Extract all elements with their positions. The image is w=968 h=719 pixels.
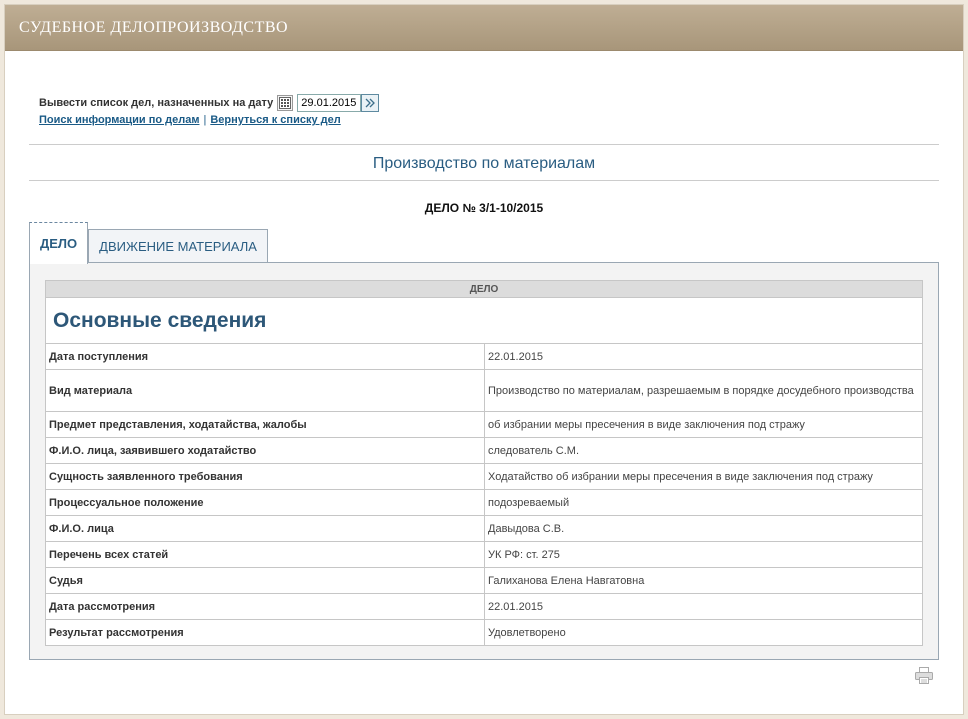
- page-header: [5, 5, 963, 51]
- row-value: Ходатайство об избрании меры пресечения в виде заключения под стражу: [485, 464, 923, 490]
- table-caption: ДЕЛО: [46, 281, 923, 298]
- nav-links: [39, 114, 341, 126]
- case-info-table: [45, 280, 923, 646]
- table-row: [46, 594, 923, 620]
- row-label: Ф.И.О. лица: [46, 516, 485, 542]
- table-row: [46, 620, 923, 646]
- table-caption-row: [46, 281, 923, 298]
- table-row: [46, 516, 923, 542]
- date-filter-label: Вывести список дел, назначенных на дату: [39, 97, 274, 109]
- row-label: Ф.И.О. лица, заявившего ходатайство: [46, 438, 485, 464]
- row-value: Галиханова Елена Навгатовна: [485, 568, 923, 594]
- table-heading-row: [46, 298, 923, 344]
- row-label: Судья: [46, 568, 485, 594]
- tab-case[interactable]: ДЕЛО: [29, 222, 88, 264]
- date-filter: [39, 94, 379, 112]
- page-frame: [4, 4, 964, 715]
- table-row: [46, 568, 923, 594]
- table-row: [46, 344, 923, 370]
- table-row: [46, 370, 923, 412]
- divider-top: [29, 144, 939, 145]
- row-value: 22.01.2015: [485, 344, 923, 370]
- divider-bottom: [29, 180, 939, 181]
- row-value: об избрании меры пресечения в виде заключения под стражу: [485, 412, 923, 438]
- calendar-icon[interactable]: [277, 95, 293, 111]
- row-label: Сущность заявленного требования: [46, 464, 485, 490]
- row-value: 22.01.2015: [485, 594, 923, 620]
- table-heading: Основные сведения: [46, 298, 923, 344]
- row-label: Процессуальное положение: [46, 490, 485, 516]
- date-input[interactable]: [297, 94, 361, 112]
- row-label: Результат рассмотрения: [46, 620, 485, 646]
- tab-bar: [29, 221, 268, 263]
- row-value: Производство по материалам, разрешаемым в порядке досудебного производства: [485, 370, 923, 412]
- table-row: [46, 490, 923, 516]
- back-to-list-link[interactable]: Вернуться к списку дел: [210, 114, 341, 126]
- case-number: ДЕЛО № 3/1-10/2015: [424, 201, 544, 215]
- row-value: УК РФ: ст. 275: [485, 542, 923, 568]
- row-label: Вид материала: [46, 370, 485, 412]
- page-header-title: СУДЕБНОЕ ДЕЛОПРОИЗВОДСТВО: [19, 18, 289, 36]
- table-row: [46, 412, 923, 438]
- go-arrow-icon[interactable]: [361, 94, 379, 112]
- row-label: Дата рассмотрения: [46, 594, 485, 620]
- tab-panel: [29, 262, 939, 660]
- search-cases-link[interactable]: Поиск информации по делам: [39, 114, 200, 126]
- tab-material-movement[interactable]: ДВИЖЕНИЕ МАТЕРИАЛА: [88, 229, 268, 263]
- printer-icon[interactable]: [915, 667, 933, 689]
- row-label: Дата поступления: [46, 344, 485, 370]
- section-title: Производство по материалам: [372, 155, 596, 172]
- row-label: Предмет представления, ходатайства, жалобы: [46, 412, 485, 438]
- row-value: следователь С.М.: [485, 438, 923, 464]
- table-row: [46, 542, 923, 568]
- row-label: Перечень всех статей: [46, 542, 485, 568]
- row-value: Давыдова С.В.: [485, 516, 923, 542]
- row-value: Удовлетворено: [485, 620, 923, 646]
- table-row: [46, 464, 923, 490]
- table-row: [46, 438, 923, 464]
- link-separator: |: [203, 114, 207, 126]
- row-value: подозреваемый: [485, 490, 923, 516]
